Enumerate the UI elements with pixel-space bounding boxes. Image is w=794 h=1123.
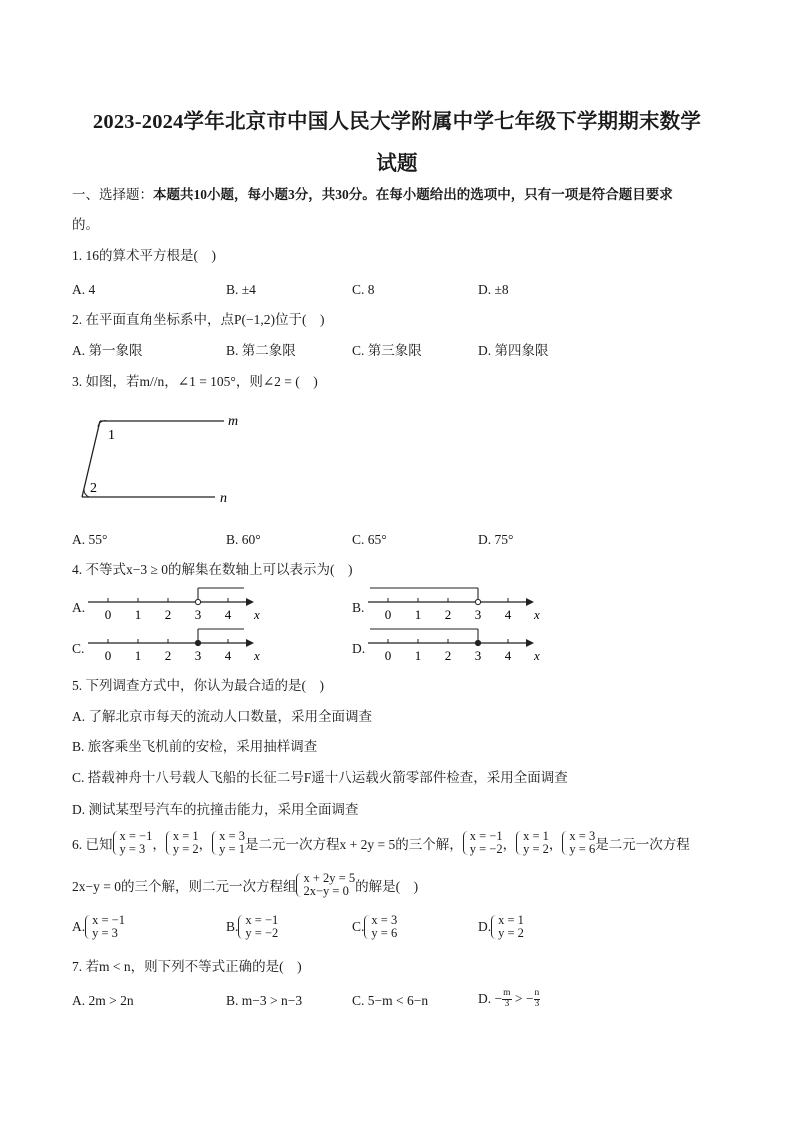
axis-tick-label: 4	[504, 648, 512, 663]
q6-option-c: C. x = 3 y = 6	[352, 913, 398, 940]
q6-mid-text: 是二元一次方程x + 2y = 5的三个解，	[244, 837, 463, 852]
q4-number-line-a	[86, 584, 258, 624]
axis-tick-label: 0	[104, 607, 112, 622]
axis-tick-label: 1	[414, 607, 422, 622]
axis-arrow	[246, 639, 254, 647]
axis-tick-label: 3	[474, 607, 482, 622]
q1-option-b: B. ±4	[226, 282, 256, 297]
q7-option-a: A. 2m > 2n	[72, 993, 134, 1008]
exam-title-line1: 2023-2024学年北京市中国人民大学附属中学七年级下学期期末数学	[92, 111, 702, 133]
q7-option-c: C. 5−m < 6−n	[352, 993, 429, 1008]
axis-tick-label: 3	[194, 648, 202, 663]
q6-line2-lead: 2x−y = 0的三个解，则二元一次方程组	[72, 879, 297, 894]
axis-tick-label: 3	[194, 607, 202, 622]
axis-arrow	[526, 598, 534, 606]
q6-tail-text: 是二元一次方程	[595, 837, 690, 852]
axis-variable-label: x	[254, 648, 260, 663]
exam-title-line2: 试题	[376, 153, 418, 175]
q7-option-b: B. m−3 > n−3	[226, 993, 303, 1008]
q3-option-a: A. 55°	[72, 532, 108, 547]
q3-option-b: B. 60°	[226, 532, 261, 547]
axis-tick-label: 0	[104, 648, 112, 663]
q6-line2-tail: 的解是( )	[355, 879, 419, 894]
axis-tick-label: 2	[164, 648, 172, 663]
endpoint-dot	[195, 599, 200, 604]
q1-option-a: A. 4	[72, 282, 96, 297]
endpoint-dot	[475, 599, 480, 604]
axis-variable-label: x	[534, 648, 540, 663]
section-header-cont: 的。	[72, 217, 99, 232]
fraction-m-over-3: $\frac{m}{3}$	[503, 988, 511, 1009]
q6-lead: 6. 已知	[72, 837, 113, 852]
q4-number-line-b	[366, 584, 538, 624]
q4-number-line-d	[366, 625, 538, 665]
q4-option-c-label: C.	[72, 641, 85, 656]
q6-system-3: x = 3 y = 1	[212, 830, 245, 856]
q6-system-6: x = 3 y = 6	[562, 830, 595, 856]
question-2-stem: 2. 在平面直角坐标系中，点P(−1,2)位于( )	[72, 312, 325, 327]
line-n-label: n	[220, 491, 227, 506]
line-m-label: m	[228, 414, 239, 429]
axis-tick-label: 2	[444, 607, 452, 622]
question-5-stem: 5. 下列调查方式中，你认为最合适的是( )	[72, 678, 324, 693]
axis-tick-label: 4	[504, 607, 512, 622]
question-3-stem: 3. 如图，若m//n，∠1 = 105°，则∠2 = ( )	[72, 374, 318, 389]
q3-option-c: C. 65°	[352, 532, 387, 547]
angle-2-arc	[84, 489, 89, 497]
question-6-stem-line1: 6. 已知 x = −1 y = 3 ， x = 1 y = 2 ， x = 3 y = 1 是二元一次方程x + 2y = 5的三个解， x = −1 y = −2 ， x = 1 y = 2 ， x = 3 y = 6 是二元一次方程	[72, 829, 690, 856]
q6-system-2: x = 1 y = 2	[166, 830, 199, 856]
question-4-stem: 4. 不等式x−3 ≥ 0的解集在数轴上可以表示为( )	[72, 562, 353, 577]
q4-option-d-label: D.	[352, 641, 366, 656]
axis-tick-label: 1	[134, 648, 142, 663]
q6-option-b: B. x = −1 y = −2	[226, 913, 279, 940]
endpoint-dot	[195, 640, 200, 645]
q2-option-d: D. 第四象限	[478, 343, 549, 358]
axis-tick-label: 1	[134, 607, 142, 622]
q5-option-c: C. 搭载神舟十八号载人飞船的长征二号F遥十八运载火箭零部件检查，采用全面调查	[72, 770, 568, 785]
q1-option-d: D. ±8	[478, 282, 509, 297]
axis-tick-label: 0	[384, 648, 392, 663]
fraction-n-over-3: $\frac{n}{3}$	[534, 988, 540, 1009]
question-1-stem: 1. 16的算术平方根是( )	[72, 248, 216, 263]
q4-number-line-c	[86, 625, 258, 665]
q5-option-b: B. 旅客乘坐飞机前的安检，采用抽样调查	[72, 739, 318, 754]
q2-option-b: B. 第二象限	[226, 343, 296, 358]
axis-tick-label: 2	[164, 607, 172, 622]
parallel-lines-figure	[72, 405, 252, 505]
axis-tick-label: 3	[474, 648, 482, 663]
angle-1-label: 1	[108, 428, 115, 443]
q6-option-d: D. x = 1 y = 2	[478, 913, 524, 940]
axis-variable-label: x	[254, 607, 260, 622]
axis-tick-label: 4	[224, 648, 232, 663]
axis-tick-label: 1	[414, 648, 422, 663]
axis-variable-label: x	[534, 607, 540, 622]
axis-arrow	[246, 598, 254, 606]
q6-option-a: A. x = −1 y = 3	[72, 913, 125, 940]
section-prefix: 一、选择题：	[72, 187, 153, 202]
q6-system-1: x = −1 y = 3	[113, 830, 153, 856]
q5-option-a: A. 了解北京市每天的流动人口数量，采用全面调查	[72, 709, 372, 724]
q4-option-a-label: A.	[72, 600, 86, 615]
question-7-stem: 7. 若m < n，则下列不等式正确的是( )	[72, 959, 302, 974]
axis-arrow	[526, 639, 534, 647]
axis-tick-label: 4	[224, 607, 232, 622]
section-instructions: 本题共10小题，每小题3分，共30分。在每小题给出的选项中，只有一项是符合题目要求	[153, 187, 673, 202]
q6-system-5: x = 1 y = 2	[516, 830, 549, 856]
q1-option-c: C. 8	[352, 282, 375, 297]
axis-tick-label: 0	[384, 607, 392, 622]
angle-2-label: 2	[90, 481, 97, 496]
q2-option-a: A. 第一象限	[72, 343, 143, 358]
endpoint-dot	[475, 640, 480, 645]
q5-option-d: D. 测试某型号汽车的抗撞击能力，采用全面调查	[72, 802, 359, 817]
question-6-stem-line2	[72, 872, 418, 898]
axis-tick-label: 2	[444, 648, 452, 663]
q2-option-c: C. 第三象限	[352, 343, 422, 358]
q6-system-4: x = −1 y = −2	[463, 830, 503, 856]
q4-option-b-label: B.	[352, 600, 365, 615]
section-header	[72, 186, 673, 204]
q6-system-7: x + 2y = 5 2x−y = 0	[296, 872, 355, 898]
q3-option-d: D. 75°	[478, 532, 514, 547]
q7-option-d: D. − $\frac{m}{3}$ > − $\frac{n}{3}$	[478, 988, 540, 1009]
